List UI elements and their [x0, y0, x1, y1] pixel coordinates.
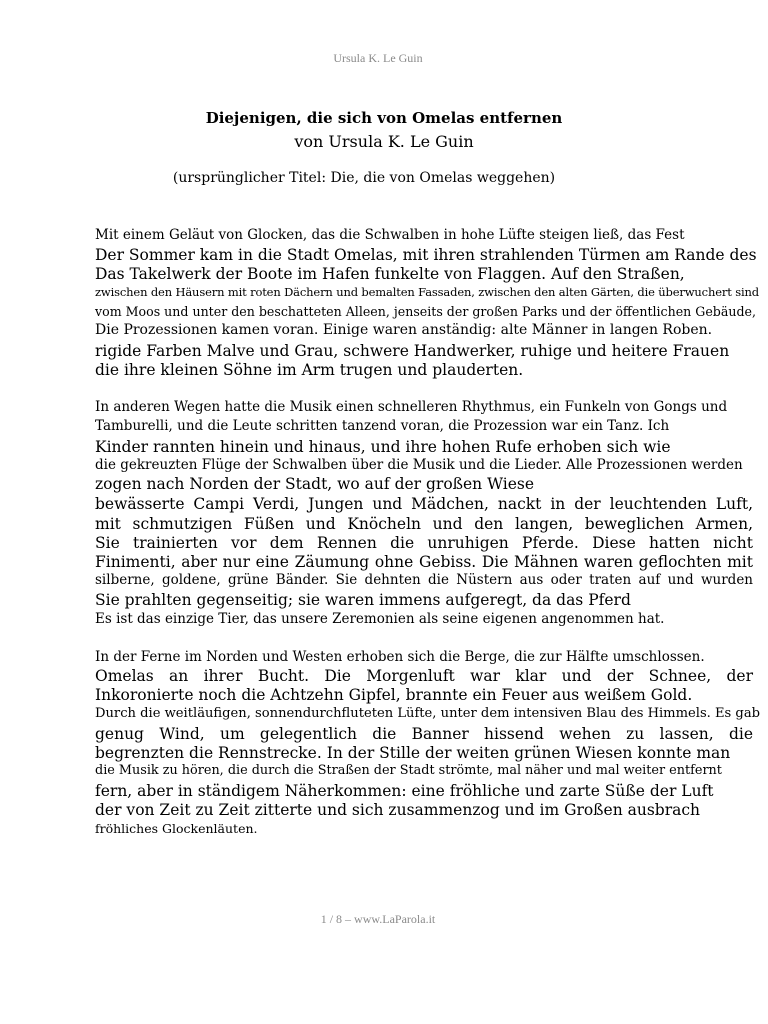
text-line: bewässerte Campi Verdi, Jungen und Mädchen, nackt in der leuchtenden Luft, — [95, 495, 753, 513]
text-line: rigide Farben Malve und Grau, schwere Handwerker, ruhige und heitere Frauen — [95, 342, 730, 360]
text-line: In der Ferne im Norden und Westen erhoben sich die Berge, die zur Hälfte umschlossen. — [95, 649, 705, 665]
text-line: genug Wind, um gelegentlich die Banner hissend wehen zu lassen, die — [95, 725, 753, 743]
text-line: Der Sommer kam in die Stadt Omelas, mit ihren strahlenden Türmen am Rande des — [95, 246, 757, 264]
text-line: fern, aber in ständigem Näherkommen: eine fröhliche und zarte Süße der Luft — [95, 782, 714, 800]
page-footer: 1 / 8 – www.LaParola.it — [320, 912, 436, 926]
text-line: Finimenti, aber nur eine Zäumung ohne Gebiss. Die Mähnen waren geflochten mit — [95, 553, 753, 571]
text-line: Kinder rannten hinein und hinaus, und ihre hohen Rufe erhoben sich wie — [95, 438, 671, 456]
text-line: Inkoronierte noch die Achtzehn Gipfel, brannte ein Feuer aus weißem Gold. — [95, 686, 693, 704]
text-line: Das Takelwerk der Boote im Hafen funkelte von Flaggen. Auf den Straßen, — [95, 265, 685, 283]
story-author: von Ursula K. Le Guin — [294, 132, 474, 151]
text-line: Sie trainierten vor dem Rennen die unruhigen Pferde. Diese hatten nicht — [95, 534, 753, 552]
text-line: Die Prozessionen kamen voran. Einige waren anständig: alte Männer in langen Roben. — [95, 322, 713, 338]
text-line: silberne, goldene, grüne Bänder. Sie dehnten die Nüstern aus oder traten auf und wurden — [95, 572, 753, 588]
text-line: die ihre kleinen Söhne im Arm trugen und plauderten. — [95, 361, 524, 379]
text-line: Mit einem Geläut von Glocken, das die Schwalben in hohe Lüfte steigen ließ, das Fest — [95, 227, 685, 243]
text-line: vom Moos und unter den beschatteten Alleen, jenseits der großen Parks und der öffentlichen Gebäude, — [95, 304, 756, 319]
text-line: die gekreuzten Flüge der Schwalben über die Musik und die Lieder. Alle Prozessionen werden — [95, 457, 743, 473]
text-line: begrenzten die Rennstrecke. In der Stille der weiten grünen Wiesen konnte man — [95, 744, 731, 762]
text-line: fröhliches Glockenläuten. — [95, 821, 258, 836]
text-line: Durch die weitläufigen, sonnendurchfluteten Lüfte, unter dem intensiven Blau des Himmels. Es gab — [95, 706, 761, 721]
text-line: mit schmutzigen Füßen und Knöcheln und den langen, beweglichen Armen, — [95, 515, 753, 533]
text-line: In anderen Wegen hatte die Musik einen schnelleren Rhythmus, ein Funkeln von Gongs und — [95, 399, 728, 415]
text-line: Omelas an ihrer Bucht. Die Morgenluft war klar und der Schnee, der — [95, 667, 753, 685]
text-line: Es ist das einzige Tier, das unsere Zeremonien als seine eigenen angenommen hat. — [95, 611, 665, 627]
text-line: zogen nach Norden der Stadt, wo auf der großen Wiese — [95, 475, 535, 493]
story-title: Diejenigen, die sich von Omelas entfernen — [205, 109, 563, 127]
text-line: Tamburelli, und die Leute schritten tanzend voran, die Prozession war ein Tanz. Ich — [95, 418, 670, 434]
text-line: der von Zeit zu Zeit zitterte und sich zusammenzog und im Großen ausbrach — [95, 801, 701, 819]
text-line: die Musik zu hören, die durch die Straßen der Stadt strömte, mal näher und mal weiter entfernt — [95, 763, 722, 778]
text-line: zwischen den Häusern mit roten Dächern und bemalten Fassaden, zwischen den alten Gärten, die überwuchert sind — [95, 285, 759, 299]
text-line: Sie prahlten gegenseitig; sie waren immens aufgeregt, da das Pferd — [95, 591, 631, 609]
running-header: Ursula K. Le Guin — [333, 51, 423, 65]
original-title: (ursprünglicher Titel: Die, die von Omelas weggehen) — [172, 170, 556, 186]
